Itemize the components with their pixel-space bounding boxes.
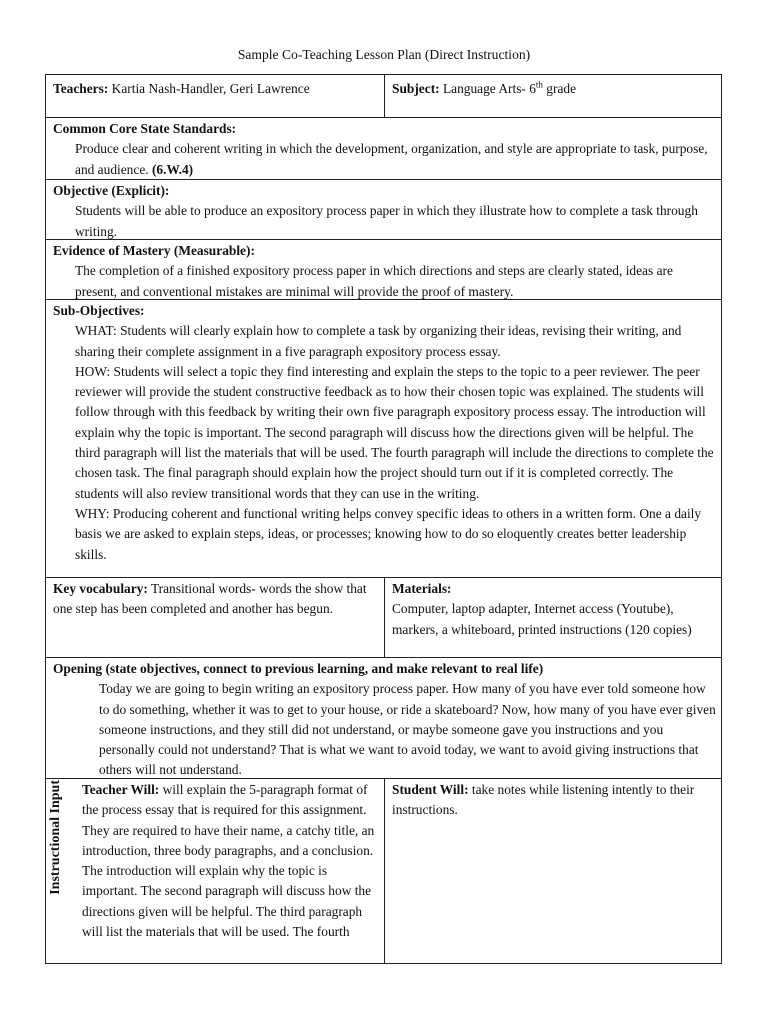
teachers-cell [46, 75, 385, 118]
opening-label: Opening (state objectives, connect to previous learning, and make relevant to real life) [53, 661, 544, 676]
standards-code: (6.W.4) [151, 161, 194, 177]
opening-cell [46, 658, 722, 779]
subject-value: Language Arts- 6 [439, 81, 536, 96]
lesson-plan-table [45, 74, 722, 964]
vocab-text: Transitional words- words the show that one step has been completed and another has begun. [53, 581, 367, 617]
document-title: Sample Co-Teaching Lesson Plan (Direct Instruction) [237, 47, 531, 62]
mastery-label: Evidence of Mastery (Measurable): [53, 243, 255, 258]
subject-superscript: th [535, 79, 543, 90]
teachers-label: Teachers: [53, 81, 109, 96]
student-will-label: Student Will: [392, 782, 469, 797]
subject-cell [385, 75, 722, 118]
opening-row [46, 658, 722, 779]
sub-objective-what: WHAT: Students will clearly explain how to complete a task by organizing their ideas, revising their writing, and sharing their complete assignment in a five paragraph expository process essay. [75, 323, 682, 359]
standards-cell [46, 118, 722, 180]
objective-text: Students will be able to produce an expository process paper in which they illustrate how to complete a task through writing. [75, 203, 698, 239]
teachers-value: Kartia Nash-Handler, Geri Lawrence [108, 81, 310, 96]
instructional-input-row [46, 779, 722, 964]
materials-cell [385, 578, 722, 658]
mastery-text: The completion of a finished expository process paper in which directions and steps are clearly stated, ideas are present, and conventional mistakes are minimal will provide the proof of mastery. [75, 263, 673, 299]
teachers-subject-row [46, 75, 722, 118]
teacher-will-text: will explain the 5-paragraph format of the process essay that is required for this assignment. They are required to have their name, a catchy title, an introduction, three body paragraphs, and a conclusion. The introduction will explain why the topic is important. The second paragraph will discuss how the directions given will be helpful. The third paragraph will list the materials that will be used. The fourth [82, 782, 375, 940]
vocab-cell [46, 578, 385, 658]
subject-label: Subject: [392, 81, 440, 96]
sub-objectives-label: Sub-Objectives: [53, 303, 145, 318]
sub-objectives-cell [46, 300, 722, 578]
sub-objective-how: HOW: Students will select a topic they find interesting and explain the steps to the topic to a peer reviewer. The peer reviewer will provide the student constructive feedback as to how their chosen topic was explained. The students will follow through with this feedback by writing their own five paragraph expository process essay. The introduction will explain why the topic is important. The second paragraph will discuss how the directions given will be helpful. The third paragraph will list the materials that will be used. The fourth paragraph will include the directions to complete the chosen task. The final paragraph should explain how the project should turn out if it is completed correctly. The students will also review transitional words that they can use in the writing. [75, 363, 714, 501]
standards-label: Common Core State Standards: [53, 121, 237, 136]
objective-cell [46, 180, 722, 240]
mastery-cell [46, 240, 722, 300]
subject-suffix: grade [542, 81, 577, 96]
sub-objective-why: WHY: Producing coherent and functional writing helps convey specific ideas to others in a written form. One a daily basis we are asked to explain steps, ideas, or processes; knowing how to do so eloquently creates better leadership skills. [75, 505, 702, 562]
teacher-will-cell [46, 779, 385, 964]
student-will-cell [385, 779, 722, 964]
teacher-will-label: Teacher Will: [82, 782, 160, 797]
materials-text: Computer, laptop adapter, Internet access (Youtube), markers, a whiteboard, printed instructions (120 copies) [392, 601, 692, 637]
objective-row [46, 180, 722, 240]
standards-text: Produce clear and coherent writing in which the development, organization, and style are appropriate to task, purpose, and audience. [75, 141, 708, 177]
instructional-input-label: Instructional Input [48, 780, 63, 895]
mastery-row [46, 240, 722, 300]
vocab-label: Key vocabulary: [53, 581, 148, 596]
student-will-text: take notes while listening intently to their instructions. [392, 782, 695, 818]
sub-objectives-row [46, 300, 722, 578]
objective-label: Objective (Explicit): [53, 183, 170, 198]
materials-label: Materials: [392, 581, 452, 596]
vocab-materials-row [46, 578, 722, 658]
opening-text: Today we are going to begin writing an expository process paper. How many of you have ever told someone how to do something, whether it was to get to your house, or ride a skateboard? Now, how many of you have ever given someone instructions, and they still did not understand, or maybe someone gave you instructions and you personally could not understand? That is what we want to avoid today, we want to avoid giving instructions that others will not understand. [99, 681, 716, 778]
standards-row [46, 118, 722, 180]
